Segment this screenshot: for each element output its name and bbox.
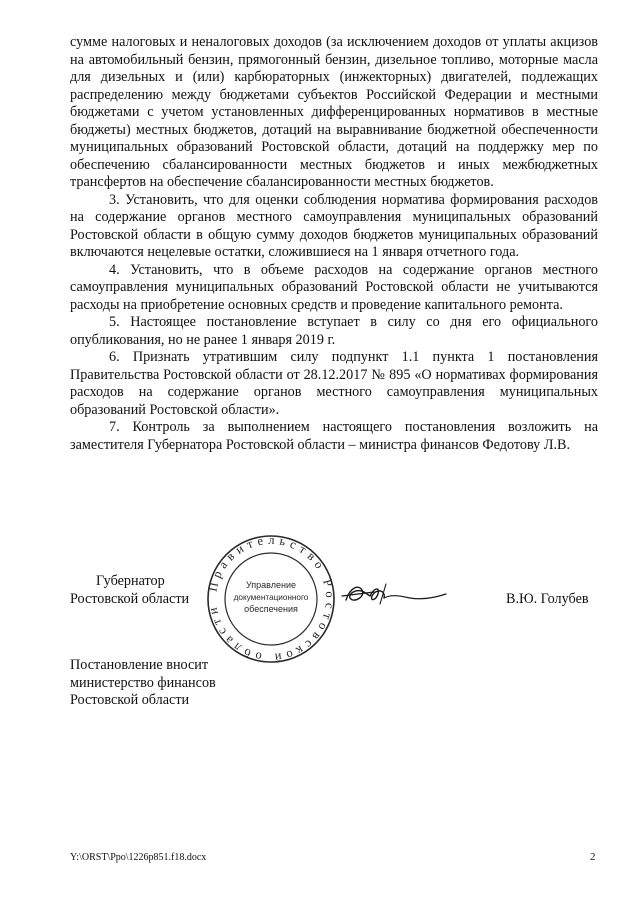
resolution-body: [70, 34, 598, 454]
handwritten-signature: [340, 574, 450, 614]
item-4-paragraph: 4. Установить, что в объеме расходов на содержание органов местного самоуправления муниципальных образований Ростовской области не учитываются расходы на приобретение основных средств и проведение капитального ремонта.: [70, 261, 598, 313]
stamp-inner-line-3: обеспечения: [244, 604, 298, 614]
stamp-outer-text-span: Правительство Ростовской области: [205, 533, 337, 665]
item-6-paragraph: 6. Признать утратившим силу подпункт 1.1 пункта 1 постановления Правительства Ростовской области от 28.12.2017 № 895 «О нормативах формирования расходов на содержание органов местного самоуправления муниципальных образований Ростовской области».: [70, 349, 598, 418]
signatory-title-line-2: Ростовской области: [70, 590, 190, 607]
official-stamp: [205, 533, 337, 665]
signatory-title-line-1: Губернатор: [96, 573, 165, 589]
submitted-by-block: [70, 657, 216, 710]
item-3-paragraph: 3. Установить, что для оценки соблюдения норматива формирования расходов на содержание органов местного самоуправления муниципальных образований Ростовской области в общую сумму доходов бюджетов муниципальных образований включаются нецелевые остатки, сложившиеся на 1 января отчетного года.: [70, 191, 598, 260]
submitted-by-line-2: министерство финансов: [70, 674, 216, 691]
item-7-paragraph: 7. Контроль за выполнением настоящего постановления возложить на заместителя Губернатора Ростовской области – министра финансов Федотову Л.В.: [70, 419, 598, 453]
signatory-name: В.Ю. Голубев: [506, 591, 589, 607]
stamp-inner-line-2: документационного: [233, 593, 309, 602]
continuation-paragraph: сумме налоговых и неналоговых доходов (за исключением доходов от уплаты акцизов на автомобильный бензин, прямогонный бензин, дизельное топливо, моторные масла для дизельных и (или) карбюраторных (инжекторных) двигателей, подлежащих распределению между бюджетами субъектов Российской Федерации и местными бюджетами с учетом установленных дифференцированных нормативов в местные бюджеты) местных бюджетов, дотаций на выравнивание бюджетной обеспеченности муниципальных образований Ростовской области, дотаций на поддержку мер по обеспечению сбалансированности местных бюджетов и иных межбюджетных трансфертов на обеспечение сбалансированности местных бюджетов.: [70, 34, 598, 190]
footer-file-path: Y:\ORST\Ppo\1226p851.f18.docx: [70, 852, 207, 863]
page-number: 2: [590, 851, 596, 863]
submitted-by-line-1: Постановление вносит: [70, 657, 209, 673]
item-5-paragraph: 5. Настоящее постановление вступает в силу со дня его официального опубликования, но не ранее 1 января 2019 г.: [70, 314, 598, 348]
submitted-by-line-3: Ростовской области: [70, 692, 190, 708]
signatory-title: [70, 573, 189, 608]
stamp-inner-line-1: Управление: [245, 580, 297, 590]
